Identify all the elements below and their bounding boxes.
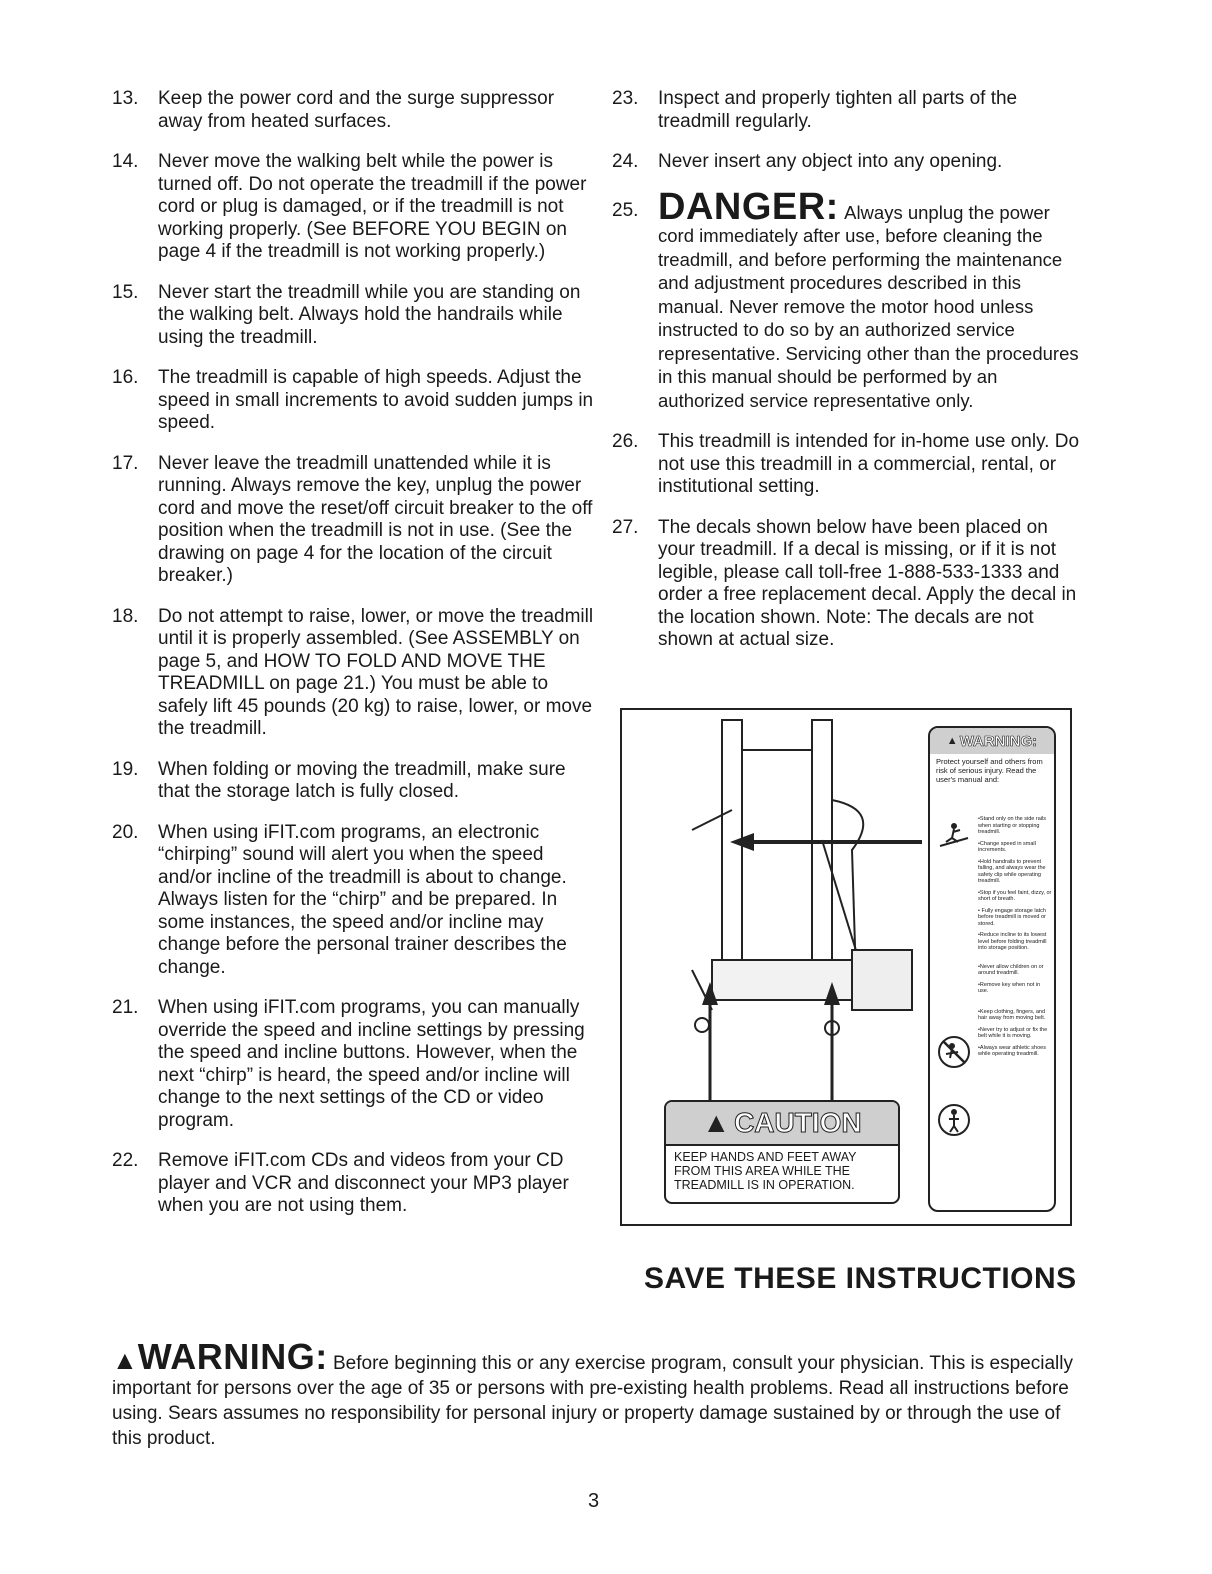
keep-clear-icon (936, 1102, 972, 1138)
list-item (112, 822, 597, 980)
danger-item (612, 185, 1087, 414)
list-item (112, 606, 597, 741)
item-number: 13. (112, 88, 139, 109)
item-text: Inspect and properly tighten all parts of the treadmill regularly. (658, 88, 1018, 132)
danger-label: DANGER: (658, 185, 839, 228)
list-item (112, 453, 597, 588)
item-number: 15. (112, 281, 139, 303)
item-number: 18. (112, 605, 139, 627)
warning-item: •Hold handrails to prevent falling, and always wear the safety clip while operating treadmill. (978, 858, 1046, 884)
page-number: 3 (588, 1490, 600, 1512)
item-text: When using iFIT.com programs, an electronic “chirping” sound will alert you when the speed and/or incline of the treadmill is about to change. Always listen for the “chirp” and be prepared. In some instances, the speed and/or incline may change before the personal trainer describes the change. (158, 821, 567, 978)
right-column (612, 88, 1087, 670)
item-number: 24. (612, 151, 639, 172)
item-number: 17. (112, 452, 139, 474)
left-column (112, 88, 597, 1236)
item-text: When folding or moving the treadmill, make sure that the storage latch is fully closed. (158, 758, 566, 802)
item-text: Never move the walking belt while the power is turned off. Do not operate the treadmill if the power cord or plug is damaged, or if the treadmill is not working properly. (See BEFORE YOU BEGIN on page 4 if the treadmill is not working properly.) (158, 151, 587, 262)
item-text: The treadmill is capable of high speeds. Adjust the speed in small increments to avoid sudden jumps in speed. (158, 367, 594, 433)
warning-item: •Reduce incline to its lowest level before folding treadmill into storage position. (978, 932, 1047, 951)
warning-item: • Fully engage storage latch before treadmill is moved or stored. (978, 907, 1046, 927)
list-item (112, 282, 597, 350)
item-number: 22. (112, 1150, 139, 1171)
item-text: Remove iFIT.com CDs and videos from your CD player and VCR and disconnect your MP3 player when you are not using them. (158, 1150, 569, 1216)
item-text: Keep the power cord and the surge suppressor away from heated surfaces. (158, 88, 555, 132)
item-number: 21. (112, 997, 139, 1018)
decal-figure (620, 708, 1072, 1226)
list-item (112, 1150, 597, 1218)
item-text: Never start the treadmill while you are standing on the walking belt. Always hold the handrails while using the treadmill. (158, 281, 581, 348)
stand-on-rails-icon (936, 818, 972, 854)
caution-text: KEEP HANDS AND FEET AWAY FROM THIS AREA WHILE THE TREADMILL IS IN OPERATION. (674, 1150, 857, 1192)
list-item (612, 517, 1087, 652)
item-text: This treadmill is intended for in-home use only. Do not use this treadmill in a commercial, rental, or institutional setting. (658, 431, 1080, 497)
warning-items (978, 816, 1052, 1063)
warning-item: •Stand only on the side rails when starting or stopping treadmill. (978, 816, 1046, 835)
warning-label: WARNING: (137, 1336, 328, 1377)
list-item (112, 88, 597, 133)
list-item (112, 151, 597, 264)
list-item (612, 151, 1087, 174)
warning-item: •Remove key when not in use. (978, 981, 1041, 994)
item-number: 27. (612, 516, 639, 538)
warning-intro: Protect yourself and others from risk of serious injury. Read the user's manual and: (936, 757, 1043, 784)
item-number: 19. (112, 758, 139, 780)
warning-decal (928, 726, 1056, 1212)
item-number: 23. (612, 88, 639, 109)
item-text: When using iFIT.com programs, you can manually override the speed and incline settings by pressing the speed and incline buttons. However, when the next “chirp” is heard, the speed and/or incline will change to the next settings of the CD or video program. (158, 997, 585, 1131)
caution-title: ▲ CAUTION (666, 1102, 898, 1146)
item-number: 14. (112, 151, 139, 172)
list-item (112, 759, 597, 804)
item-number: 20. (112, 821, 139, 843)
warning-item: •Keep clothing, fingers, and hair away from moving belt. (978, 1008, 1046, 1021)
item-text: Do not attempt to raise, lower, or move the treadmill until it is properly assembled. (See ASSEMBLY on page 5, and HOW TO FOLD AND MOVE THE TREADMILL on page 21.) You must be able to safely lift 45 pounds (20 kg) to raise, lower, or move the treadmill. (158, 605, 594, 739)
warning-item: •Stop if you feel faint, dizzy, or short of breath. (978, 889, 1052, 902)
warning-triangle-icon: ▲ (112, 1345, 138, 1375)
warning-item: •Never allow children on or around treadmill. (978, 963, 1044, 976)
item-number: 26. (612, 431, 639, 452)
warning-decal-title: ▲ WARNING: (930, 728, 1054, 754)
warning-item: •Always wear athletic shoes while operating treadmill. (978, 1044, 1046, 1057)
item-number: 16. (112, 367, 139, 388)
list-item (612, 431, 1087, 499)
warning-text: Before beginning this or any exercise program, consult your physician. This is especially important for persons over the age of 35 or persons with pre-existing health problems. Read all instructions before using. Sears assumes no responsibility for personal injury or property damage sustained by or through the use of this product. (112, 1353, 1073, 1449)
list-item (112, 997, 597, 1132)
warning-triangle-icon: ▲ (946, 735, 958, 747)
warning-item: •Never try to adjust or fix the belt while it is moving. (978, 1026, 1048, 1039)
item-text: The decals shown below have been placed on your treadmill. If a decal is missing, or if it is not legible, please call toll-free 1-888-533-1333 and order a free replacement decal. Apply the decal in the location shown. Note: The decals are not shown at actual size. (658, 516, 1077, 650)
item-text: Always unplug the power cord immediately after use, before cleaning the treadmill, and before performing the maintenance and adjustment procedures described in this manual. Never remove the motor hood unless instructed to do so by an authorized service representative. Servicing other than the procedures in this manual should be performed by an authorized service representative only. (658, 201, 1079, 411)
list-item (112, 367, 597, 435)
item-text: Never insert any object into any opening. (658, 151, 1003, 172)
item-text: Never leave the treadmill unattended while it is running. Always remove the key, unplug the power cord and move the reset/off circuit breaker to the off position when the treadmill is not in use. (See the drawing on page 4 for the location of the circuit breaker.) (158, 452, 593, 586)
no-children-icon (936, 1034, 972, 1070)
warning-item: •Change speed in small increments. (978, 840, 1036, 853)
warning-triangle-icon: ▲ (702, 1107, 731, 1138)
caution-decal (664, 1100, 900, 1204)
save-instructions-heading: SAVE THESE INSTRUCTIONS (644, 1262, 1077, 1295)
bottom-warning (112, 1336, 1082, 1451)
list-item (612, 88, 1087, 133)
item-number: 25. (612, 199, 639, 221)
